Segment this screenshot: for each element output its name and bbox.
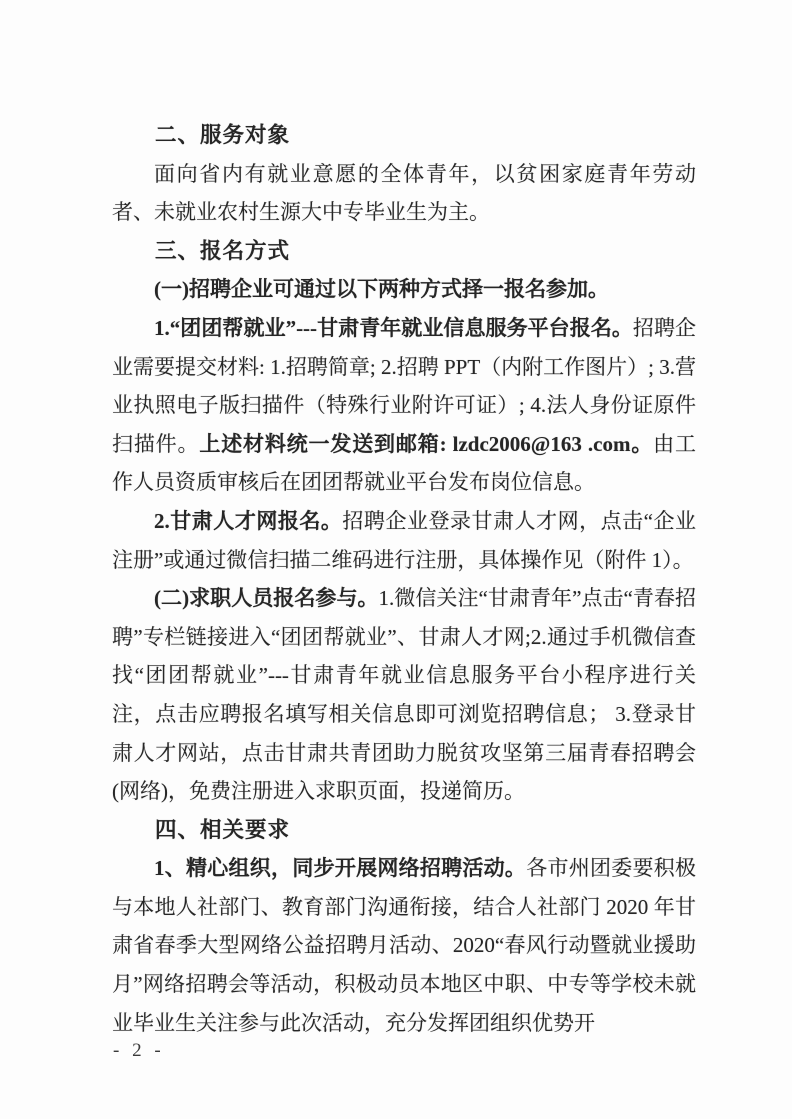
- text-run: 各市州团委要积极与本地人社部门、教育部门沟通衔接，结合人社部门 2020 年甘肃省春季大型网络公益招聘月活动、2020“春风行动暨就业援助月”网络招聘会等活动，积极动员本地区中职、中专等学校未就业毕业生关注参与此次活动，充分发挥团组织优势开: [112, 856, 697, 1035]
- text-run: 面向省内有就业意愿的全体青年，以贫困家庭青年劳动者、未就业农村生源大中专毕业生为主。: [112, 161, 696, 225]
- text-run: 1.“团团帮就业”---甘肃青年就业信息服务平台报名。: [154, 315, 633, 340]
- paragraph-enterprise-registration-intro: [112, 270, 696, 309]
- section-heading-registration-method: 三、报名方式: [155, 238, 291, 263]
- section-heading-requirements: 四、相关要求: [155, 817, 291, 842]
- paragraph-service-targets: [112, 155, 696, 232]
- page-number: - 2 -: [113, 1040, 165, 1061]
- text-run: 1.微信关注“甘肃青年”点击“青春招聘”专栏链接进入“团团帮就业”、甘肃人才网;2.通过手机微信查找“团团帮就业”---甘肃青年就业信息服务平台小程序进行关注，点击应聘报名填写相关信息即可浏览招聘信息； 3.登录甘肃人才网站，点击甘肃共青团助力脱贫攻坚第三届青春招聘会(网络)，免费注册进入求职页面，投递简历。: [112, 586, 696, 804]
- text-run: 2.甘肃人才网报名。: [154, 508, 343, 533]
- document-body: [112, 116, 696, 1042]
- email-text: 上述材料统一发送到邮箱: lzdc2006@163 .com。: [199, 431, 654, 456]
- paragraph-jobseeker-registration: [112, 579, 696, 811]
- paragraph-talent-net-registration: [112, 502, 696, 579]
- text-run: 由工作人员资质审核后在团团帮就业平台发布岗位信息。: [112, 431, 697, 495]
- text-run: 1、精心组织，同步开展网络招聘活动。: [154, 856, 527, 881]
- text-run: 招聘企业需要提交材料: 1.招聘简章; 2.招聘 PPT（内附工作图片）; 3.营业执照电子版扫描件（特殊行业附许可证）; 4.法人身份证原件扫描件。: [112, 315, 696, 456]
- paragraph-organization-requirements: [112, 849, 696, 1042]
- text-run: (一)招聘企业可通过以下两种方式择一报名参加。: [154, 277, 609, 302]
- section-heading-service-targets: 二、服务对象: [155, 123, 291, 147]
- paragraph-platform-registration: [112, 309, 696, 502]
- text-run: (二)求职人员报名参与。: [154, 586, 379, 611]
- text-run: 招聘企业登录甘肃人才网，点击“企业注册”或通过微信扫描二维码进行注册，具体操作见（附件 1）。: [112, 508, 696, 572]
